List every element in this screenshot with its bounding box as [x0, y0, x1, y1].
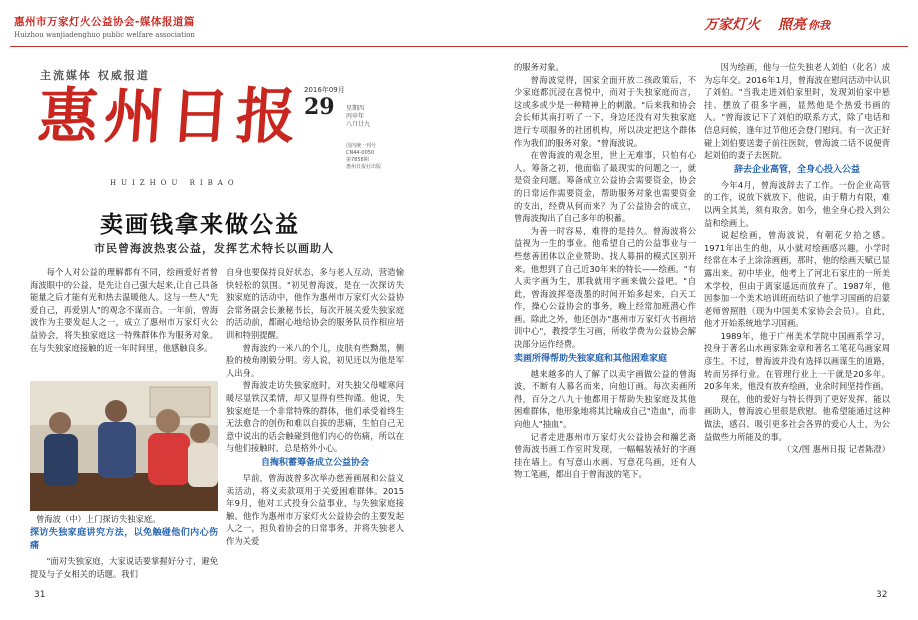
article-paragraph: 今年4月，曾海波辞去了工作。一份企业高管的工作，说放下就放下，他说，由于精力有限，难以两全其美，须有取舍。如今，他全身心投入到公益和绘画上。	[704, 179, 890, 228]
article-paragraph: 1989年，他于广州美术学院中国画系学习，投身于著名山水画家陈金章和著名工笔花鸟画家周彦生。不过，曾海波并没有选择以画谋生的道路，转而另择行业。在管理行业上一干就是20多年。20多年来，他没有放弃绘画，业余时间坚持作画。	[704, 330, 890, 392]
article-paragraph: 为善一时容易，难得的是持久。曾海波将公益视为一生的事业。他希望自己的公益事业与一些慈善团体以企业赞助、找人募捐的模式区别开来。他想到了自己近30年来的特长——绘画。"有人卖字画为生，那我就用字画来做公益吧。"自此，曾海波挥毫泼墨的时间开始多起来，白天工作，操心公益协会的事务，晚上经常加班潜心作画。除此之外，他还创办"惠州市万家灯火书画培训中心"，教授学生习画，所收学费为公益协会解决部分运作经费。	[514, 225, 696, 350]
article-byline: （文/图 惠州日报 记者陈澄）	[782, 444, 890, 455]
page-header	[0, 0, 918, 52]
date-line: 2016年09月	[304, 86, 345, 94]
lunar-date-line: 八月廿九	[346, 121, 371, 128]
masthead-date	[304, 85, 350, 141]
article-subheadline: 市民曾海波热衷公益，发挥艺术特长以画助人	[94, 242, 334, 255]
article-headline: 卖画钱拿来做公益	[100, 212, 300, 238]
article-paragraph: "面对失独家庭，大家说话要掌握好分寸，避免提及与子女相关的话题。我们	[30, 556, 218, 579]
section-title: 探访失独家庭讲究方法，以免触碰他们内心伤痛	[30, 528, 218, 551]
brand-slogan	[704, 14, 830, 34]
photo-caption: 曾海波（中）上门探访失独家庭。	[36, 514, 161, 524]
newspaper-name: 惠州日报	[35, 82, 305, 152]
section-title: 自掏积蓄筹备成立公益协会	[260, 457, 369, 468]
association-title: 惠州市万家灯火公益协会-媒体报道篇	[14, 16, 195, 28]
newspaper-pinyin: HUIZHOU RIBAO	[110, 179, 239, 187]
article-paragraph: 说起绘画，曾海波说，有朝花夕拾之感。1971年出生的他，从小就对绘画感兴趣，小学时经常在本子上涂涂画画，那时，他的绘画天赋已显露出来。初中毕业，他考上了河北石家庄的一所美术学校，但由于离家遥远而放弃了。1987年，他因参加一个美术培训班而结识了他学习国画的启蒙老师曾照胜（现为中国美术家协会会员）。自此，他才开始系统地学习国画。	[704, 230, 890, 329]
issue-line: 惠州日报社出版	[346, 164, 382, 170]
masthead-weekday	[346, 105, 376, 129]
article-column-3	[514, 61, 696, 481]
brand-part-2: 照亮	[778, 17, 806, 33]
issue-line: 国内统一刊号	[346, 143, 377, 149]
article-paragraph: 曾海波走访失独家庭时，对失独父母嘘寒问暖尽显铁汉柔情，却又显得有些拘谨。他说，失独家庭是一个非常特殊的群体，他们承受着终生无法愈合的创伤和难以自拔的悲痛，生怕自己无意中说出的话会触碰到他们内心的伤痛，所以在与他们接触时，总是格外小心。	[226, 380, 404, 454]
article-paragraph: 自身也要保持良好状态，多与老人互动，营造愉快轻松的氛围。"初见曾海波，是在一次探访失独家庭的活动中，他作为惠州市万家灯火公益协会常务副会长兼秘书长，每次开展关爱失独家庭的活动前，都耐心地给协会的服务队员作相应培训和特别提醒。	[226, 267, 404, 340]
masthead-issue-info	[346, 143, 386, 171]
section-title: 辞去企业高管，全身心投入公益	[733, 164, 860, 175]
weekday-line: 星期四	[346, 105, 365, 112]
article-column-2	[226, 266, 404, 547]
date-day: 29	[304, 94, 335, 120]
newspaper-masthead	[28, 61, 396, 195]
association-subtitle: Huizhou wanjiadenghuo public welfare association	[14, 31, 195, 39]
article-paragraph: 早前，曾海波曾多次举办慈善画展和公益义卖活动，将义卖款项用于关爱困难群体。2015年9月，他对工式投身公益事业，与失独家庭接触。他作为惠州市万家灯火公益协会的主要发起人之一，担负着协会的日常事务，并将失独老人作为关爱	[226, 472, 404, 546]
article-paragraph: 的服务对象。	[514, 62, 564, 72]
article-paragraph: 现在，他的爱好与特长得到了更好发挥，能以画助人，曾海波心里很是欣慰。他希望能通过这种做法，感召、吸引更多社会各界的爱心人士，为公益做些力所能及的事。	[704, 393, 890, 442]
issue-line: 第7858期	[346, 157, 369, 163]
article-photo	[30, 381, 218, 511]
page-number-right: 32	[876, 590, 888, 600]
article-column-1-lower	[30, 525, 218, 580]
article-paragraph: 曾海波约一米八的个儿，皮肤有些黝黑，侧脸的棱角刚毅分明。旁人说，初见还以为他是军人出身。	[226, 342, 404, 378]
section-title: 卖画所得帮助失独家庭和其他困难家庭	[514, 353, 668, 364]
article-paragraph: 越来越多的人了解了以卖字画做公益的曾海波，不断有人慕名而来，向他订画。每次卖画所得，百分之八九十他都用于帮助失独家庭及其他困难群体，他形象地将其比喻成自己"造血"，而非向他人"抽血"。	[514, 368, 696, 430]
brand-part-1: 万家灯火	[704, 17, 760, 33]
article-paragraph: 曾海波觉得，国家全面开放二孩政策后，不少家庭都沉浸在喜悦中，而对于失独家庭而言，这或多或少是一种精神上的刺激。"后来我和协会会长师其南打听了一下，身边还没有对失独家庭进行专项服务的社团机构，所以决定把这个群体作为我们的服务对象。"曾海波说。	[514, 74, 696, 148]
article-paragraph: 记者走进惠州市万家灯火公益协会和瀚艺斋曾海波书画工作室时发现，一幅幅装裱好的字画挂在墙上。有写意山水画、写意花鸟画，还有人物工笔画，都出自于曾海波的笔下。	[514, 431, 696, 480]
masthead-slogan: 主流媒体 权威报道	[40, 69, 150, 82]
lunar-year-line: 丙申年	[346, 113, 365, 120]
page-number-left: 31	[34, 590, 46, 600]
article-paragraph: 因为绘画，他与一位失独老人刘伯（化名）成为忘年交。2016年1月，曾海波在慰问活动中认识了刘伯。"当我走进刘伯家里时，发现刘伯家中悬挂、摆放了很多字画，显然他是个热爱书画的人。"曾海波记下了刘伯的联系方式，除了电话和信息问候，逢年过节他还会登门慰问。有一次正好碰上刘伯要送妻子前往医院，曾海波二话不说便背起刘伯的妻子去医院。	[704, 62, 890, 161]
issue-line: CN44-0050	[346, 150, 375, 156]
article-column-1	[30, 266, 218, 354]
article-paragraph: 在曾海波的观念里，世上无难事，只怕有心人。筹备之初，他面临了最现实的问题之一，就是资金问题。筹备成立公益协会需要资金，协会的日常运作需要资金，帮助服务对象也需要资金的支出，经费从何而来？为了公益协会的成立，曾海波掏出了自己多年的积蓄。	[514, 150, 696, 224]
brand-part-3: 你我	[808, 19, 830, 32]
article-column-4	[704, 61, 890, 456]
header-divider	[10, 46, 908, 47]
article-paragraph: 每个人对公益的理解都有不同，绘画爱好者曾海波眼中的公益，是先让自己强大起来,让自己具备能量之后才能有光和热去温暖他人。这与一些人"先爱自己，再爱别人"的观念不谋而合。一年前，曾海波作为主要发起人之一，成立了惠州市万家灯火公益协会，将失独家庭这一特殊群体作为服务对象。在与失独家庭接触的近一年时间里，他感触良多。	[30, 267, 218, 353]
